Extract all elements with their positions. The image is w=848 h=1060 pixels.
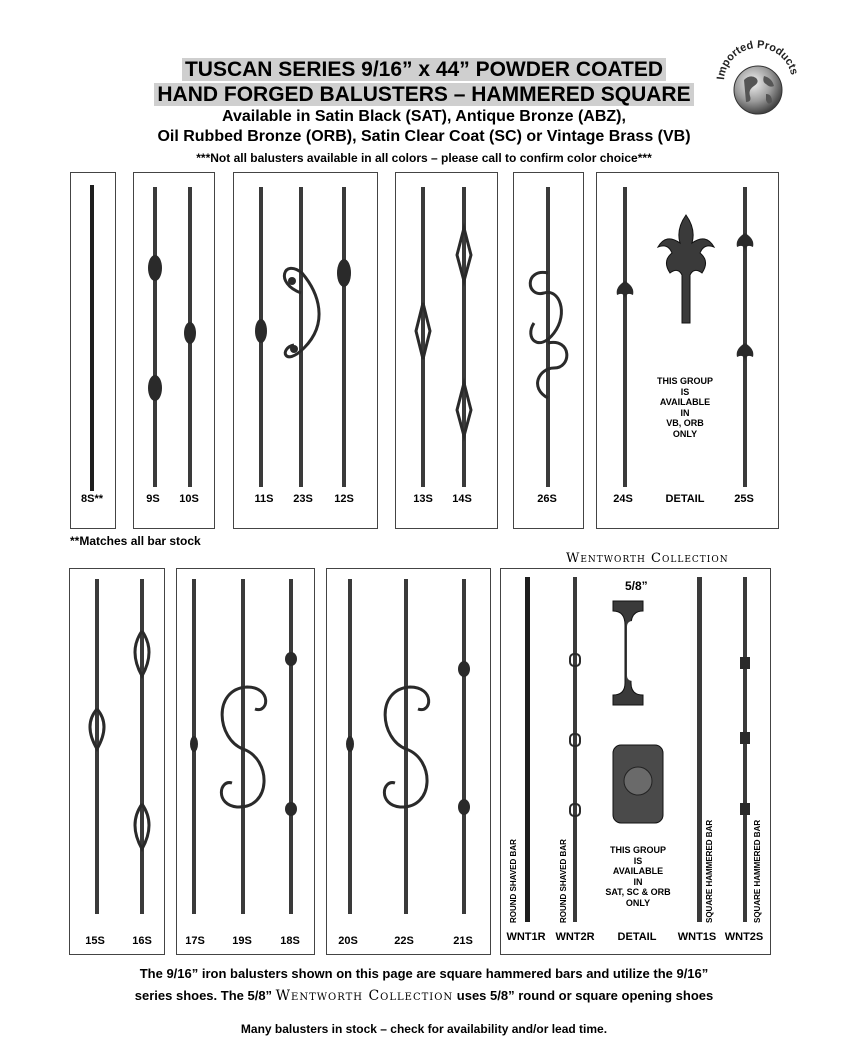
panel-24s-detail-25s [596,172,779,529]
label-22s: 22S [394,935,414,947]
globe-icon [734,66,782,114]
label-19s: 19S [232,935,252,947]
label-wnt1s: WNT1S [677,931,717,943]
baluster-wnt1r [525,577,530,922]
baluster-25s [737,187,754,487]
label-detail-top: DETAIL [665,493,705,505]
label-24s: 24S [613,493,633,505]
label-detail-bottom: DETAIL [617,931,657,943]
panel-11s-23s-12s [233,172,378,529]
availability-note-sat-sc-orb: THIS GROUP IS AVAILABLE IN SAT, SC & ORB ONLY [605,845,671,908]
availability-line-1: Available in Satin Black (SAT), Antique Bronze (ABZ), [222,108,626,125]
label-21s: 21S [453,935,473,947]
wentworth-heading: Wentworth Collection [566,551,729,566]
panel-17s-19s-18s [176,568,315,955]
baluster-wnt1s [697,577,702,922]
label-15s: 15S [85,935,105,947]
round-opening-detail [613,601,643,705]
svg-text:Imported Products: Imported Products [715,38,801,81]
label-12s: 12S [334,493,354,505]
label-11s: 11S [254,493,274,505]
label-9s: 9S [146,493,160,505]
availability-note-vb-orb: THIS GROUP IS AVAILABLE IN VB, ORB ONLY [656,376,713,439]
panel-13s-14s [395,172,498,529]
baluster-12s [337,187,351,487]
imported-products-logo [712,32,802,117]
baluster-11s [255,187,267,487]
footer-line-1: The 9/16” iron balusters shown on this page are square hammered bars and utilize the 9/16” [139,966,709,981]
vertical-label-wnt2s: SQUARE HAMMERED BAR [753,819,762,923]
label-23s: 23S [293,493,313,505]
label-17s: 17S [185,935,205,947]
label-25s: 25S [734,493,754,505]
footer-wentworth-name: Wentworth Collection [275,988,454,1004]
color-note: ***Not all balusters available in all colors – please call to confirm color choice*** [196,151,652,165]
baluster-23s [284,187,319,487]
baluster-9s [148,187,162,487]
baluster-14s [457,187,471,487]
footer-line-2: series shoes. The 5/8” Wentworth Collection uses 5/8” round or square opening shoes [134,988,714,1004]
label-wnt1r: WNT1R [506,931,546,943]
baluster-19s [221,579,265,914]
vertical-label-wnt1s: SQUARE HAMMERED BAR [705,819,714,923]
panel-20s-22s-21s [326,568,491,955]
matches-note: **Matches all bar stock [70,534,201,548]
panel-15s-16s [69,568,165,955]
title-line-2: HAND FORGED BALUSTERS – HAMMERED SQUARE [0,83,848,107]
vertical-label-wnt2r: ROUND SHAVED BAR [559,839,568,923]
baluster-8s [90,185,94,491]
baluster-16s [135,579,149,914]
baluster-26s [530,187,567,487]
panel-9s-10s [133,172,215,529]
square-opening-detail [613,745,663,823]
label-16s: 16S [132,935,152,947]
label-wnt2r: WNT2R [555,931,595,943]
baluster-13s [416,187,430,487]
label-8s: 8S** [80,493,104,505]
label-wnt2s: WNT2S [724,931,764,943]
baluster-wnt2r [570,577,580,922]
title-line-1: TUSCAN SERIES 9/16” x 44” POWDER COATED [0,58,848,82]
panel-26s [513,172,584,529]
availability-line-2: Oil Rubbed Bronze (ORB), Satin Clear Coat (SC) or Vintage Brass (VB) [157,128,691,145]
label-14s: 14S [452,493,472,505]
vertical-label-wnt1r: ROUND SHAVED BAR [509,839,518,923]
baluster-17s [190,579,198,914]
fleur-de-lis-detail [658,215,714,323]
label-26s: 26S [537,493,557,505]
label-20s: 20S [338,935,358,947]
baluster-22s [384,579,428,914]
baluster-21s [458,579,470,914]
baluster-20s [346,579,354,914]
baluster-wnt2s [740,577,750,922]
baluster-10s [184,187,196,487]
panel-8s [70,172,116,529]
label-18s: 18S [280,935,300,947]
stock-note: Many balusters in stock – check for availability and/or lead time. [240,1022,608,1036]
baluster-18s [285,579,297,914]
wentworth-size: 5/8” [625,579,648,593]
panel-wentworth [500,568,771,955]
baluster-24s [617,187,634,487]
baluster-15s [90,579,104,914]
label-13s: 13S [413,493,433,505]
label-10s: 10S [179,493,199,505]
